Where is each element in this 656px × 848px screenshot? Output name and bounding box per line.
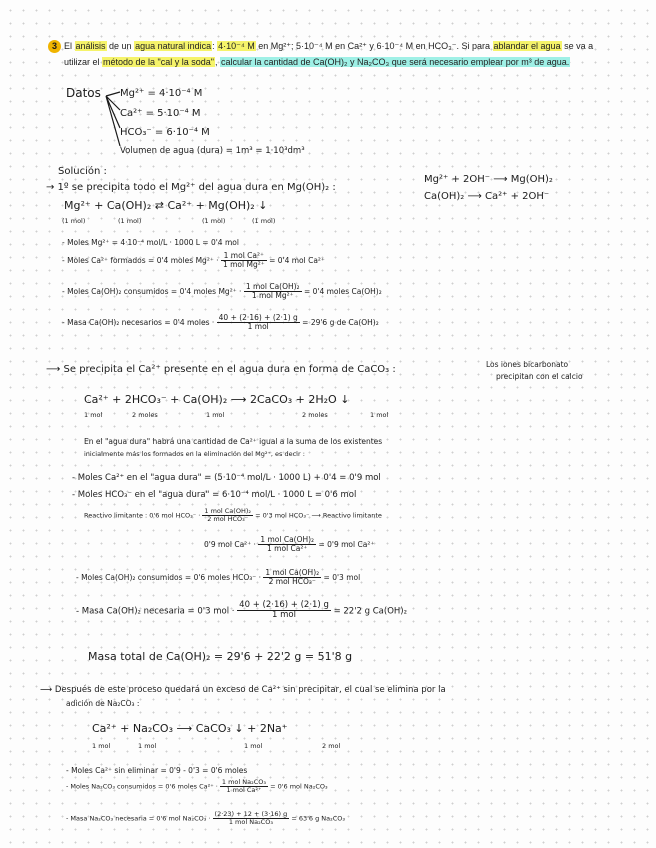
eq3-moles-2: 1 mol (138, 742, 157, 750)
fraction-numerator: 40 + (2·16) + (2·1) g (239, 600, 329, 610)
eq2-moles-2: 2 moles (132, 411, 158, 419)
calc-text: - Moles Ca(OH)₂ consumidos = 0'6 moles HCO₃⁻ · (76, 572, 261, 582)
fraction (220, 779, 268, 794)
step2-note-1: Los iones bicarbonato (486, 360, 569, 369)
problem-text: de un (106, 41, 135, 51)
fraction-denominator: 1 mol (272, 610, 296, 621)
datos-mg: Mg²⁺ = 4·10⁻⁴ M (120, 88, 203, 99)
eq1-moles-2: (1 mol) (118, 217, 142, 225)
fraction-denominator: 1 mol Mg²⁺ (251, 291, 294, 301)
calc-caoh-consumidos (76, 569, 360, 587)
datos-hco3: HCO₃⁻ = 6·10⁻⁴ M (120, 127, 210, 138)
fraction (237, 601, 331, 621)
calc-reactivo-limitante (84, 508, 382, 523)
eq3-moles-3: 1 mol (244, 742, 263, 750)
highlight: agua natural indica (135, 41, 212, 51)
fraction-numerator: 1 mol Na₂CO₃ (221, 778, 266, 786)
problem-statement-line-1 (48, 40, 593, 53)
fraction (217, 314, 300, 332)
fraction-denominator: 1 mol Mg²⁺ (222, 260, 265, 270)
calc-text: = 22'2 g Ca(OH)₂ (333, 606, 408, 617)
calc-text: - Moles Ca²⁺ formados = 0'4 moles Mg²⁺ · (62, 255, 219, 265)
step3-line: Después de este proceso quedará un exceso de Ca²⁺ sin precipitar, el cual se elimina por la (54, 685, 446, 695)
datos-ca: Ca²⁺ = 5·10⁻⁴ M (120, 108, 201, 119)
fraction (213, 811, 290, 826)
equation-2: Ca²⁺ + 2HCO₃⁻ + Ca(OH)₂ ⟶ 2CaCO₃ + 2H₂O ↓ (84, 393, 350, 406)
datos-volumen: Volumen de agua (dura) = 1m³ = 1·10³dm³ (120, 146, 305, 156)
highlight: 4·10⁻⁴ M (218, 41, 255, 51)
highlight-cyan: calcular la cantidad de Ca(OH)₂ y Na₂CO₃ que será necesario emplear por m³ de agua. (220, 57, 570, 67)
fraction (202, 508, 253, 523)
calc-text: = 63'6 g Na₂CO₃ (291, 814, 346, 823)
arrow-icon: ⟶ (40, 685, 55, 695)
step2-text: ⟶ Se precipita el Ca²⁺ presente en el agua dura en forma de CaCO₃ : (46, 364, 396, 375)
calc-text: = 0'4 moles Ca(OH)₂ (303, 286, 382, 296)
problem-text: utilizar el (64, 57, 103, 67)
fraction (244, 283, 302, 301)
calc-moles-ca-dura: - Moles Ca²⁺ en el "agua dura" = (5·10⁻⁴ mol/L · 1000 L) + 0'4 = 0'9 mol (72, 473, 381, 483)
problem-text: : (212, 41, 218, 51)
fraction-numerator: 1 mol Ca(OH)₂ (204, 507, 251, 515)
highlight: ablandar el agua (493, 41, 561, 51)
fraction-denominator: 1 mol (247, 322, 269, 332)
calc-text: - Masa Ca(OH)₂ necesaria = 0'3 mol · (76, 606, 235, 617)
calc-text: = 0'4 mol Ca²⁺ (269, 255, 325, 265)
calc-text: - Masa Na₂CO₃ necesaria = 0'6 mol Na₂CO₃ · (66, 814, 211, 823)
fraction-numerator: 40 + (2·16) + (2·1) g (218, 313, 298, 322)
equation-1: Mg²⁺ + Ca(OH)₂ ⇄ Ca²⁺ + Mg(OH)₂ ↓ (64, 199, 268, 212)
calc-moles-na2co3 (66, 779, 328, 794)
problem-text: se va a (561, 41, 594, 51)
calc-masa-na2co3 (66, 811, 345, 826)
eq2-moles-5: 1 mol (370, 411, 389, 419)
fraction-numerator: 1 mol Ca(OH)₂ (265, 568, 320, 577)
masa-total-caoh: Masa total de Ca(OH)₂ = 29'6 + 22'2 g = 51'8 g (88, 650, 353, 663)
fraction-denominator: 1 mol Ca²⁺ (226, 786, 262, 795)
step1-text: → 1º se precipita todo el Mg²⁺ del agua dura en Mg(OH)₂ : (46, 182, 336, 193)
fraction-numerator: 1 mol Ca(OH)₂ (260, 535, 315, 544)
fraction (221, 252, 267, 270)
side-equation-2: Ca(OH)₂ ⟶ Ca²⁺ + 2OH⁻ (424, 191, 550, 202)
calc-moles-ca-sin-eliminar: - Moles Ca²⁺ sin eliminar = 0'9 - 0'3 = 0'6 moles (66, 766, 248, 775)
problem-text: El (64, 41, 75, 51)
problem-text: en Mg²⁺; 5·10⁻⁴ M en Ca²⁺ y 6·10⁻⁴ M en HCO₃⁻. Si para (255, 41, 493, 51)
calc-text: = 0'3 mol (323, 572, 361, 582)
calc-moles-ca-formados (62, 252, 325, 270)
fraction-denominator: 1 mol Na₂CO₃ (228, 818, 273, 827)
eq2-moles-1: 1 mol (84, 411, 103, 419)
calc-masa-caoh-2 (76, 601, 407, 621)
calc-text: = 29'6 g de Ca(OH)₂ (302, 317, 379, 327)
eq2-moles-3: 1 mol (206, 411, 225, 419)
datos-label: Datos (66, 86, 101, 100)
fraction-numerator: (2·23) + 12 + (3·16) g (214, 810, 288, 818)
step2-paragraph-1: En el "agua dura" habrá una cantidad de Ca²⁺ igual a la suma de los existentes (84, 437, 383, 446)
step2-note-2: precipitan con el calcio (496, 372, 583, 381)
highlight: método de la "cal y la soda" (103, 57, 214, 67)
eq1-moles-4: (1 mol) (252, 217, 276, 225)
step3-text-2: adición de Na₂CO₃ : (66, 699, 140, 708)
calc-text: - Moles Na₂CO₃ consumidos = 0'6 moles Ca²⁺ · (66, 782, 218, 791)
highlight: análisis (75, 41, 106, 51)
calc-text: Reactivo limitante : 0'6 mol HCO₃⁻ · (84, 511, 201, 520)
eq3-moles-4: 2 mol (322, 742, 341, 750)
side-equation-1: Mg²⁺ + 2OH⁻ ⟶ Mg(OH)₂ (424, 174, 553, 185)
calc-text: = 0'6 mol Na₂CO₃ (270, 782, 328, 791)
calc-text: = 0'3 mol HCO₃⁻ ⟶ Reactivo limitante (255, 511, 382, 520)
fraction-denominator: 2 mol HCO₃⁻ (207, 515, 249, 524)
solucion-label: Solución : (58, 166, 107, 177)
step3-text-1 (40, 685, 446, 695)
eq1-moles-1: (1 mol) (62, 217, 86, 225)
calc-text: - Moles Ca(OH)₂ consumidos = 0'4 moles Mg²⁺ · (62, 286, 242, 296)
calc-moles-mg: - Moles Mg²⁺ = 4·10⁻⁴ mol/L · 1000 L = 0'4 mol (62, 238, 239, 247)
problem-text: , (214, 57, 220, 67)
step2-paragraph-2: inicialmente más los formados en la eliminación del Mg²⁺, es decir : (84, 450, 305, 458)
calc-text: - Masa Ca(OH)₂ necesarios = 0'4 moles · (62, 317, 215, 327)
calc-text: 0'9 mol Ca²⁺ · (204, 539, 256, 549)
calc-moles-hco3-dura: - Moles HCO₃⁻ en el "agua dura" = 6·10⁻⁴ mol/L · 1000 L = 0'6 mol (72, 490, 357, 500)
fraction-numerator: 1 mol Ca²⁺ (221, 252, 267, 261)
eq1-moles-3: (1 mol) (202, 217, 226, 225)
eq3-moles-1: 1 mol (92, 742, 111, 750)
datos-brace (104, 90, 124, 150)
fraction (263, 569, 321, 587)
problem-number-badge: 3 (48, 40, 61, 53)
problem-statement-line-2 (64, 57, 570, 67)
equation-3: Ca²⁺ + Na₂CO₃ ⟶ CaCO₃ ↓ + 2Na⁺ (92, 722, 288, 735)
calc-text: = 0'9 mol Ca²⁺ (318, 539, 375, 549)
calc-check-ca (204, 536, 374, 554)
fraction-denominator: 1 mol Ca²⁺ (267, 544, 308, 554)
fraction-numerator: 1 mol Ca(OH)₂ (245, 282, 300, 291)
calc-moles-caoh-consumidos (62, 283, 382, 301)
eq2-moles-4: 2 moles (302, 411, 328, 419)
calc-masa-caoh (62, 314, 379, 332)
fraction (258, 536, 316, 554)
fraction-denominator: 2 mol HCO₃⁻ (268, 577, 316, 587)
